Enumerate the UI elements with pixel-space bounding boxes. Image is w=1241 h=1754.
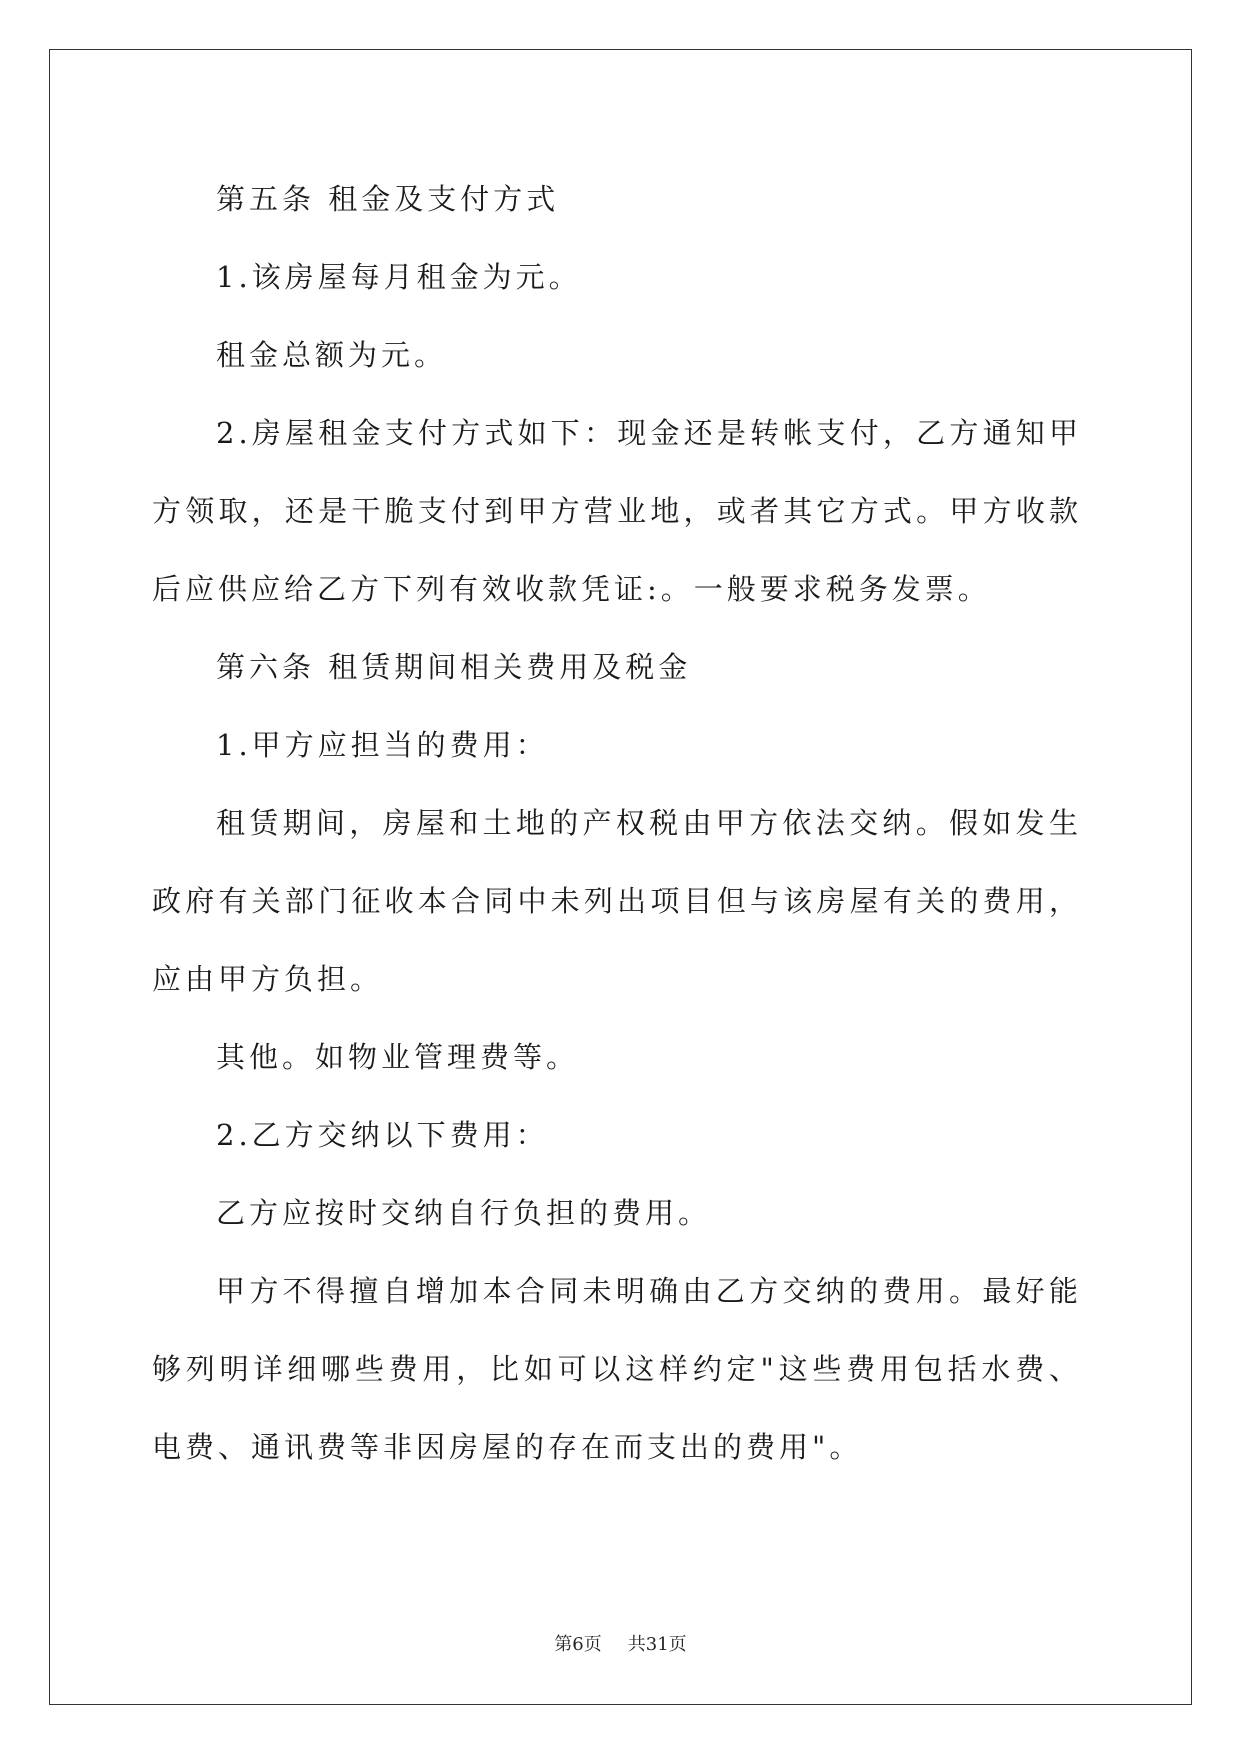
document-body [152,160,1082,1486]
paragraph: 2.房屋租金支付方式如下：现金还是转帐支付，乙方通知甲方领取，还是干脆支付到甲方营业地，或者其它方式。甲方收款后应供应给乙方下列有效收款凭证:。一般要求税务发票。 [152,416,1082,606]
section-heading-article-6: 第六条 租赁期间相关费用及税金 [216,650,692,684]
current-page-label: 第6页 [554,1634,602,1655]
paragraph: 租金总额为元。 [216,338,448,372]
total-pages-label: 共31页 [627,1634,687,1655]
page-footer [0,1630,1241,1656]
paragraph: 1.该房屋每月租金为元。 [216,260,582,294]
paragraph: 2.乙方交纳以下费用： [216,1118,549,1152]
paragraph: 甲方不得擅自增加本合同未明确由乙方交纳的费用。最好能够列明详细哪些费用，比如可以这样约定"这些费用包括水费、电费、通讯费等非因房屋的存在而支出的费用"。 [152,1274,1082,1464]
paragraph: 租赁期间，房屋和土地的产权税由甲方依法交纳。假如发生政府有关部门征收本合同中未列出项目但与该房屋有关的费用，应由甲方负担。 [152,806,1082,996]
section-heading-article-5: 第五条 租金及支付方式 [216,182,560,216]
paragraph: 1.甲方应担当的费用： [216,728,549,762]
paragraph: 其他。如物业管理费等。 [216,1040,580,1074]
paragraph: 乙方应按时交纳自行负担的费用。 [216,1196,712,1230]
